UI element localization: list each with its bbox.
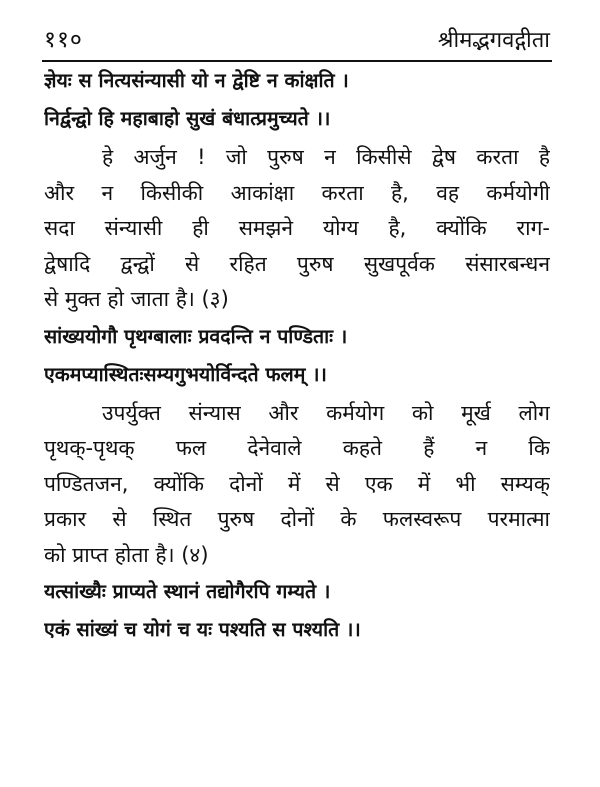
verse-4-line-1: सांख्ययोगौ पृथग्बालाः प्रवदन्ति न पण्डिताः । [44,324,348,348]
verse-5-line-2: एकं सांख्यं च योगं च यः पश्यति स पश्यति ।। [44,618,361,641]
verse-3-line-1: ज्ञेयः स नित्यसंन्यासी यो न द्वेष्टि न कांक्षति । [44,69,349,92]
page-content [44,62,550,649]
running-header [44,14,550,54]
page-number: ११० [44,27,83,53]
verse-4-line-2: एकमप्यास्थितःसम्यगुभयोर्विन्दते फलम् ।। [44,362,327,386]
verse-5-line-1: यत्सांख्यैः प्राप्यते स्थानं तद्योगैरपि गम्यते । [44,580,331,603]
commentary-line: प्रकार से स्थित पुरुष दोनों के फलस्वरूप परमात्मा [44,507,550,531]
commentary-line: पण्डितजन, क्योंकि दोनों में से एक में भी सम्यक् [44,471,550,496]
commentary-line: उपर्युक्त संन्यास और कर्मयोग को मूर्ख लोग [102,400,550,425]
commentary-line: सदा संन्यासी ही समझने योग्य है, क्योंकि राग- [44,216,550,240]
commentary-line: हे अर्जुन ! जो पुरुष न किसीसे द्वेष करता है [102,145,550,169]
book-title: श्रीमद्भगवद्गीता [437,28,550,53]
commentary-line: पृथक्-पृथक् फल देनेवाले कहते हैं न कि [44,436,550,460]
verse-3-line-2: निर्द्वन्द्वो हि महाबाहो सुखं बंधात्प्रमुच्यते ।। [44,107,331,130]
commentary-line: द्वेषादि द्वन्द्वों से रहित पुरुष सुखपूर्वक संसारबन्धन [44,251,550,276]
commentary-line: को प्राप्त होता है। (४) [44,542,209,567]
commentary-line: से मुक्त हो जाता है। (३) [44,287,229,311]
commentary-3 [44,140,550,318]
commentary-line: और न किसीकी आकांक्षा करता है, वह कर्मयोगी [44,180,550,205]
commentary-4 [44,396,550,574]
